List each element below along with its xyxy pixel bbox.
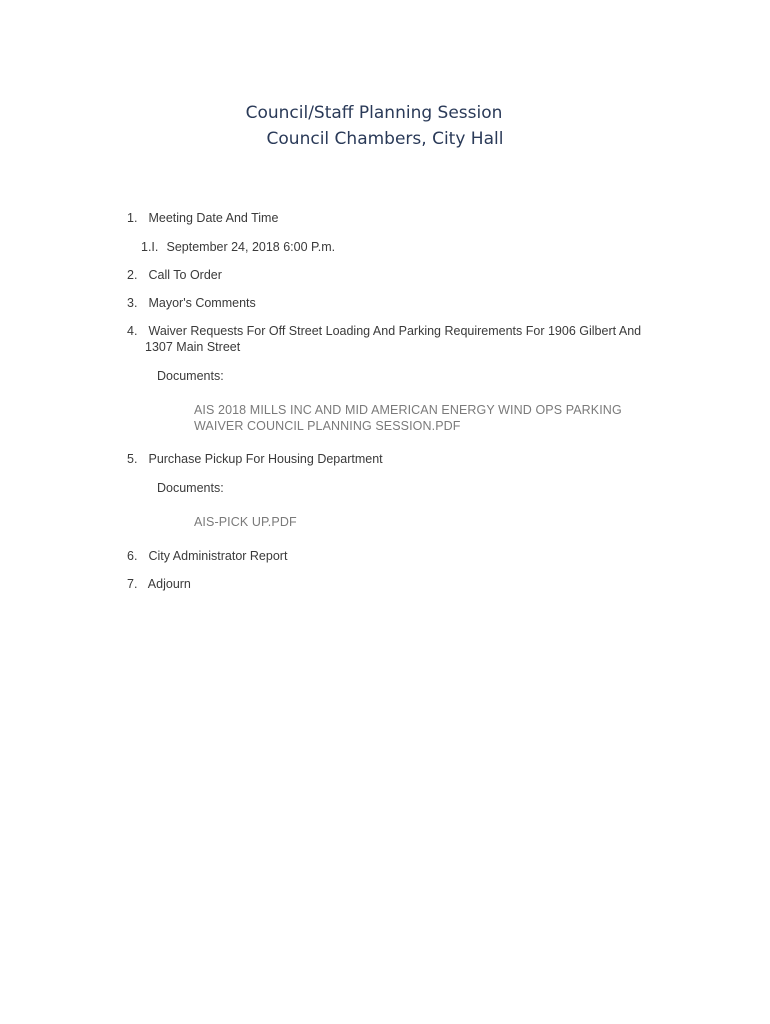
agenda-item-text: Meeting Date And Time bbox=[148, 211, 279, 225]
agenda-item-4-continued: 1307 Main Street bbox=[145, 340, 241, 354]
agenda-item-text: Waiver Requests For Off Street Loading And Parking Requirements For 1906 Gilbert And bbox=[148, 324, 642, 338]
agenda-item-number: 1. bbox=[127, 211, 138, 225]
agenda-item-text: Mayor's Comments bbox=[148, 296, 256, 310]
agenda-item-4 bbox=[127, 323, 641, 339]
agenda-item-number: 3. bbox=[127, 296, 138, 310]
agenda-item-number: 5. bbox=[127, 452, 138, 466]
agenda-item-1 bbox=[127, 210, 278, 226]
agenda-item-2 bbox=[127, 267, 222, 283]
agenda-item-number: 6. bbox=[127, 549, 138, 563]
document-link-parking-waiver-continued[interactable]: WAIVER COUNCIL PLANNING SESSION.PDF bbox=[194, 419, 461, 433]
agenda-item-text: Call To Order bbox=[148, 268, 222, 282]
agenda-item-number: 2. bbox=[127, 268, 138, 282]
session-title: Council/Staff Planning Session bbox=[245, 103, 503, 123]
agenda-item-number: 1.I. bbox=[141, 240, 159, 254]
agenda-item-text: Adjourn bbox=[147, 577, 191, 591]
agenda-item-text: City Administrator Report bbox=[148, 549, 288, 563]
documents-label: Documents: bbox=[157, 481, 224, 495]
document-link-parking-waiver[interactable]: AIS 2018 MILLS INC AND MID AMERICAN ENERGY WIND OPS PARKING bbox=[194, 403, 622, 417]
agenda-item-5 bbox=[127, 451, 383, 467]
document-link-pickup[interactable]: AIS-PICK UP.PDF bbox=[194, 515, 297, 529]
agenda-subitem-1-i bbox=[141, 239, 335, 255]
documents-label: Documents: bbox=[157, 369, 224, 383]
agenda-item-6 bbox=[127, 548, 287, 564]
agenda-item-3 bbox=[127, 295, 256, 311]
agenda-item-number: 4. bbox=[127, 324, 138, 338]
agenda-item-text: September 24, 2018 6:00 P.m. bbox=[166, 240, 336, 254]
agenda-item-7 bbox=[127, 576, 191, 592]
agenda-item-text: Purchase Pickup For Housing Department bbox=[148, 452, 383, 466]
agenda-item-number: 7. bbox=[127, 577, 138, 591]
session-location: Council Chambers, City Hall bbox=[266, 129, 504, 149]
